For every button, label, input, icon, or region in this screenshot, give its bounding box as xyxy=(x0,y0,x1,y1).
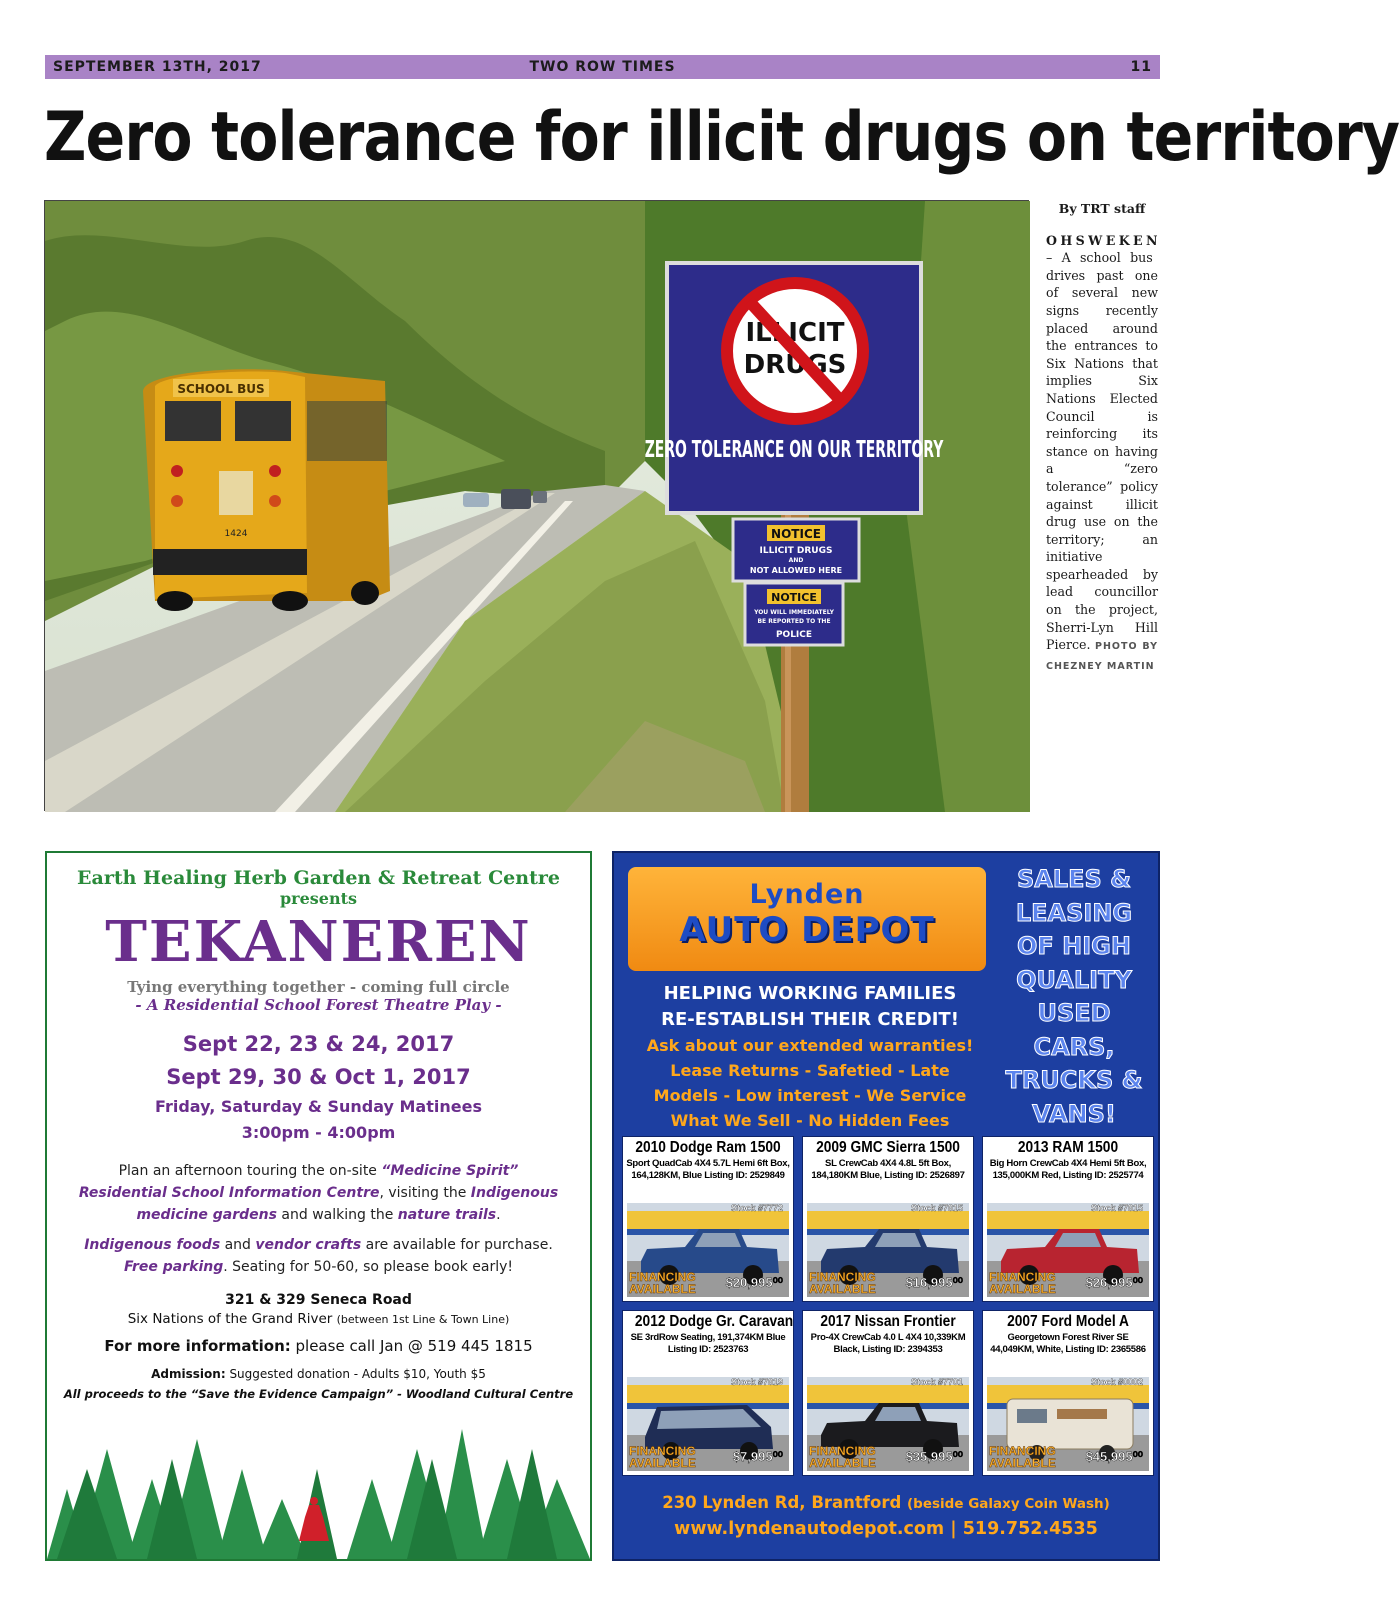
vehicle-card xyxy=(982,1310,1154,1476)
logo-line-2: AUTO DEPOT xyxy=(679,910,935,950)
helping-families xyxy=(624,981,996,1033)
pine-trees-illustration xyxy=(47,1409,590,1559)
sales-line: OF HIGH xyxy=(1017,932,1131,960)
vehicle-title: 2012 Dodge Gr. Caravan xyxy=(634,1313,794,1330)
notice1-line2: AND xyxy=(788,557,804,564)
ad-address: 321 & 329 Seneca Road xyxy=(225,1292,412,1308)
dateline: OHSWEKEN xyxy=(1046,232,1161,248)
financing-label: FINANCING AVAILABLE xyxy=(629,1444,696,1470)
ad-paragraph-tour xyxy=(79,1160,559,1226)
vehicle-photo xyxy=(807,1377,969,1471)
ask-line: Ask about our extended warranties! xyxy=(646,1036,974,1055)
ad-matinees: Friday, Saturday & Sunday Matinees xyxy=(155,1097,482,1116)
lynden-auto-ad xyxy=(612,851,1160,1561)
ad-dates-2: Sept 29, 30 & Oct 1, 2017 xyxy=(166,1065,471,1089)
notice2-line3: POLICE xyxy=(775,630,813,640)
headline: Zero tolerance for illicit drugs on territory xyxy=(44,98,1399,177)
sales-line: SALES & xyxy=(1016,865,1132,893)
stock-number: Stock #7815 xyxy=(910,1203,963,1213)
stock-number: Stock #7819 xyxy=(730,1377,783,1387)
ad-time: 3:00pm - 4:00pm xyxy=(241,1123,396,1142)
ad-admission-label: Admission: xyxy=(151,1367,226,1381)
vehicle-price: $45,995⁰⁰ xyxy=(1085,1449,1143,1464)
vehicle-photo xyxy=(627,1203,789,1297)
ad-highlight: nature trails xyxy=(397,1207,497,1223)
article-column xyxy=(1046,200,1161,675)
stock-number: Stock #7701 xyxy=(910,1377,963,1387)
vehicle-card xyxy=(802,1136,974,1302)
vehicle-photo xyxy=(987,1377,1149,1471)
ad-location-note: (between 1st Line & Town Line) xyxy=(336,1313,510,1326)
ask-line: What We Sell - No Hidden Fees xyxy=(670,1111,950,1130)
vehicle-description: Big Horn CrewCab 4X4 Hemi 5ft Box, 135,000KM Red, Listing ID: 2525774 xyxy=(989,1158,1147,1181)
ad-highlight: Indigenous foods xyxy=(84,1237,221,1253)
financing-label: FINANCING AVAILABLE xyxy=(809,1444,876,1470)
financing-label: FINANCING AVAILABLE xyxy=(989,1444,1056,1470)
stock-number: Stock #7815 xyxy=(1090,1203,1143,1213)
vehicle-title: 2007 Ford Model A xyxy=(1007,1313,1129,1330)
vehicle-title: 2010 Dodge Ram 1500 xyxy=(635,1139,781,1156)
tekaneren-ad xyxy=(45,851,592,1561)
ad-paragraph-foods xyxy=(79,1234,559,1278)
issue-date: SEPTEMBER 13TH, 2017 xyxy=(53,59,262,75)
ad-text: . Seating for 50-60, so please book early! xyxy=(223,1259,514,1275)
notice2-line2: BE REPORTED TO THE xyxy=(757,618,831,625)
school-bus xyxy=(143,369,390,611)
bus-number: 1424 xyxy=(224,529,248,539)
ad-location xyxy=(47,1308,590,1331)
bus-sign-text: SCHOOL BUS xyxy=(177,382,265,396)
ad-highlight: “Medicine Spirit” Residential School Information Centre xyxy=(78,1163,519,1201)
vehicle-price: $35,995⁰⁰ xyxy=(905,1449,963,1464)
ad-admission xyxy=(47,1367,590,1381)
ad-text: , visiting the xyxy=(379,1185,471,1201)
sign-drugs-text: DRUGS xyxy=(743,350,847,380)
ad-text: are available for purchase. xyxy=(361,1237,553,1253)
ad-subtitle: - A Residential School Forest Theatre Play - xyxy=(135,996,502,1014)
ask-line: Models - Low interest - We Service xyxy=(653,1086,967,1105)
ad-title: TEKANEREN xyxy=(105,909,532,975)
notice-sign-2 xyxy=(745,583,843,645)
vehicle-photo xyxy=(627,1377,789,1471)
ad-presents: presents xyxy=(279,889,357,908)
masthead xyxy=(45,55,1160,79)
notice-sign-1 xyxy=(733,519,859,581)
sales-line: LEASING xyxy=(1015,898,1133,927)
ad-contact-text: please call Jan @ 519 445 1815 xyxy=(290,1337,533,1355)
logo-line-1: Lynden xyxy=(749,879,865,910)
vehicle-title: 2013 RAM 1500 xyxy=(1017,1139,1119,1156)
dealer-logo xyxy=(628,867,986,971)
ad-dates-1: Sept 22, 23 & 24, 2017 xyxy=(182,1032,455,1056)
news-photo xyxy=(44,200,1029,811)
ad-text: and xyxy=(220,1237,256,1253)
vehicle-card xyxy=(982,1136,1154,1302)
sales-line: VANS! xyxy=(1032,1099,1116,1128)
ad-location-text: Six Nations of the Grand River xyxy=(127,1311,337,1327)
vehicle-card xyxy=(622,1136,794,1302)
sales-line: TRUCKS & xyxy=(1005,1066,1143,1094)
page-number: 11 xyxy=(1130,59,1152,75)
byline: By TRT staff xyxy=(1058,201,1146,216)
vehicle-description: Georgetown Forest River SE 44,049KM, White, Listing ID: 2365586 xyxy=(990,1332,1146,1355)
stock-number: Stock #0002 xyxy=(1090,1377,1143,1387)
warranty-info xyxy=(620,1033,1000,1133)
vehicle-description: SE 3rdRow Seating, 191,374KM Blue Listing ID: 2523763 xyxy=(630,1332,786,1355)
ad-admission-text: Suggested donation - Adults $10, Youth $5 xyxy=(225,1367,486,1381)
sales-line: CARS, xyxy=(1033,1032,1115,1061)
financing-label: FINANCING AVAILABLE xyxy=(989,1270,1056,1296)
vehicle-title: 2017 Nissan Frontier xyxy=(820,1313,956,1330)
notice1-line3: NOT ALLOWED HERE xyxy=(749,566,843,575)
ad-highlight: Free parking xyxy=(123,1259,224,1275)
vehicle-photo xyxy=(987,1203,1149,1297)
notice1-line1: ILLICIT DRUGS xyxy=(759,546,833,556)
helping-line-2: RE-ESTABLISH THEIR CREDIT! xyxy=(661,1009,959,1030)
ad-highlight: Indigenous medicine gardens xyxy=(136,1185,559,1223)
financing-label: FINANCING AVAILABLE xyxy=(809,1270,876,1296)
dealer-web-phone: www.lyndenautodepot.com | 519.752.4535 xyxy=(674,1519,1098,1539)
ad-contact xyxy=(47,1337,590,1355)
vehicle-title: 2009 GMC Sierra 1500 xyxy=(816,1139,960,1156)
ad-organization: Earth Healing Herb Garden & Retreat Centre xyxy=(77,867,560,889)
photo-credit: PHOTO BY CHEZNEY MARTIN xyxy=(1046,641,1158,672)
illicit-drugs-sign xyxy=(645,263,944,513)
notice1-title: NOTICE xyxy=(771,527,821,541)
vehicle-grid xyxy=(622,1136,1154,1476)
vehicle-price: $16,995⁰⁰ xyxy=(905,1275,963,1290)
ad-contact-label: For more information: xyxy=(104,1337,291,1355)
vehicle-card xyxy=(622,1310,794,1476)
sign-illicit-text: ILLICIT xyxy=(745,318,845,348)
ad-text: and walking the xyxy=(276,1207,398,1223)
sales-line: QUALITY xyxy=(1016,965,1132,994)
ad-tagline: Tying everything together - coming full circle xyxy=(127,978,510,996)
article-text: – A school bus drives past one of several new signs recently placed around the entrances to Six Nations that implies Six Nations Elected Council is reinforcing its stance on having a “zero tolerance” policy against illicit drug use on the territory; an initiative spearheaded by lead councillor on the project, Sherri-Lyn Hill Pierce. xyxy=(1046,250,1158,653)
vehicle-card xyxy=(802,1310,974,1476)
financing-label: FINANCING AVAILABLE xyxy=(629,1270,696,1296)
vehicle-price: $7,995⁰⁰ xyxy=(732,1449,783,1464)
dealer-address-note: (beside Galaxy Coin Wash) xyxy=(907,1496,1110,1512)
vehicle-photo xyxy=(807,1203,969,1297)
ad-text: Plan an afternoon touring the on-site xyxy=(118,1163,382,1179)
vehicle-price: $26,995⁰⁰ xyxy=(1085,1275,1143,1290)
notice2-title: NOTICE xyxy=(771,591,817,604)
ask-line: Lease Returns - Safetied - Late xyxy=(670,1061,950,1080)
vehicle-description: SL CrewCab 4X4 4.8L 5ft Box, 184,180KM Blue, Listing ID: 2526897 xyxy=(811,1158,965,1181)
sales-line: USED xyxy=(1037,999,1111,1027)
paper-name: TWO ROW TIMES xyxy=(529,59,676,75)
vehicle-price: $20,995⁰⁰ xyxy=(725,1275,783,1290)
helping-line-1: HELPING WORKING FAMILIES xyxy=(663,983,957,1004)
dealer-address-main: 230 Lynden Rd, Brantford xyxy=(662,1493,908,1512)
ad-highlight: vendor crafts xyxy=(255,1237,362,1253)
article-body xyxy=(1046,232,1161,676)
vehicle-description: Sport QuadCab 4X4 5.7L Hemi 6ft Box, 164,128KM, Blue Listing ID: 2529849 xyxy=(626,1158,790,1181)
vehicle-description: Pro-4X CrewCab 4.0 L 4X4 10,339KM Black, Listing ID: 2394353 xyxy=(810,1332,966,1355)
ad-proceeds: All proceeds to the “Save the Evidence Campaign” - Woodland Cultural Centre xyxy=(63,1387,574,1401)
sales-leasing-banner xyxy=(994,863,1154,1131)
dealer-address xyxy=(614,1493,1158,1512)
sign-caption-text: ZERO TOLERANCE ON OUR TERRITORY xyxy=(644,436,944,464)
notice2-line1: YOU WILL IMMEDIATELY xyxy=(754,609,834,616)
stock-number: Stock #7772 xyxy=(730,1203,783,1213)
ad-text: . xyxy=(496,1207,501,1223)
